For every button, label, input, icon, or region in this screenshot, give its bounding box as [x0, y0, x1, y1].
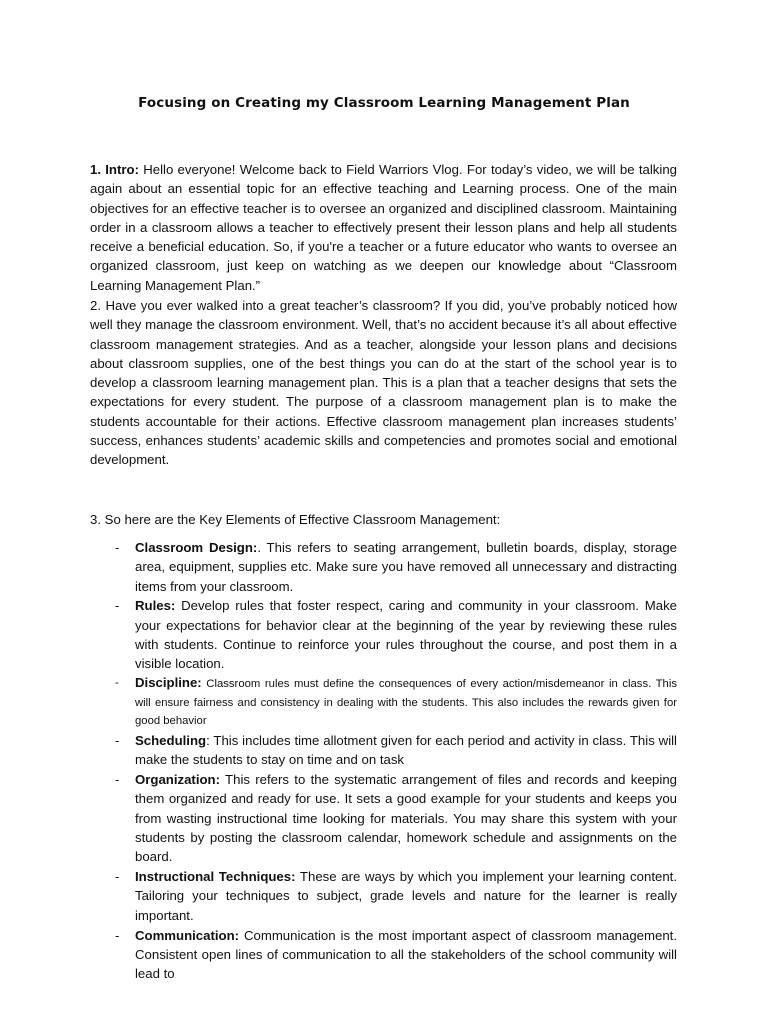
list-item-classroom-design — [90, 538, 677, 596]
list-dash: - — [115, 733, 120, 749]
list-item-term: Scheduling — [135, 733, 207, 749]
paragraph-2: 2. Have you ever walked into a great teacher’s classroom? If you did, you’ve probably noticed how well they manage the classroom environment. Well, that’s no accident because it’s all about effective classroom management strategies. And as a teacher, alongside your lesson plans and decisions about classroom supplies, one of the best things you can do at the start of the school year is to develop a classroom learning management plan. This is a plan that a teacher designs that sets the expectations for every student. The purpose of a classroom management plan is to make the students accountable for their actions. Effective classroom management plan increases students’ success, enhances students’ academic skills and competencies and promotes social and emotional development. — [90, 298, 677, 468]
list-item-instructional-techniques — [90, 867, 677, 925]
list-item-text: Communication is the most important aspect of classroom management. Consistent open lines of communication to all the stakeholders of the school community will lead to — [135, 927, 677, 982]
list-item-text: These are ways by which you implement your learning content. Tailoring your techniques to subject, grade levels and nature for the learner is really important. — [135, 869, 677, 923]
list-item-scheduling — [90, 731, 677, 770]
list-item-term: Discipline: — [135, 675, 202, 691]
list-item-organization — [90, 770, 677, 866]
list-dash: - — [115, 677, 119, 690]
list-item-term: Instructional Techniques: — [135, 869, 296, 885]
list-item-term: Rules: — [135, 598, 176, 614]
list-item-term: Classroom Design: — [135, 540, 258, 555]
list-item-text: . This refers to seating arrangement, bulletin boards, display, storage area, equipment, supplies etc. Make sure you have removed all unnecessary and distracting items from your classroom. — [135, 540, 678, 594]
intro-label: 1. Intro: — [90, 162, 139, 177]
list-dash: - — [115, 540, 120, 555]
list-item-term: Communication: — [135, 927, 240, 943]
document-title: Focusing on Creating my Classroom Learning Management Plan — [138, 95, 630, 111]
list-dash: - — [115, 927, 120, 943]
list-dash: - — [115, 772, 120, 788]
list-item-text: Develop rules that foster respect, caring and community in your classroom. Make your expectations for behavior clear at the beginning of the year by reviewing these rules with students. Continue to reinforce your rules throughout the course, and post them in a visible location. — [135, 598, 677, 672]
list-dash: - — [115, 869, 120, 885]
list-item-text: Classroom rules must define the consequences of every action/misdemeanor in class. This will ensure fairness and consistency in dealing with the students. This also includes the rewards given for good behavior — [135, 678, 677, 728]
list-item-communication — [90, 926, 677, 984]
paragraph-3: 3. So here are the Key Elements of Effective Classroom Management: — [90, 512, 501, 527]
list-item-discipline — [90, 674, 677, 731]
key-elements-list — [90, 538, 677, 984]
list-item-text: : This includes time allotment given for each period and activity in class. This will make the students to stay on time and on task — [135, 733, 677, 768]
list-item-text: This refers to the systematic arrangement of files and records and keeping them organized and ready for use. It sets a good example for your students and keeps you from wasting instructional time looking for materials. You may share this system with your students by posting the classroom calendar, homework schedule and assignments on the board. — [135, 772, 677, 865]
intro-paragraph — [90, 160, 677, 295]
intro-text: Hello everyone! Welcome back to Field Warriors Vlog. For today’s video, we will be talking again about an essential topic for an effective teaching and Learning process. One of the main objectives for an effective teacher is to oversee an organized and disciplined classroom. Maintaining order in a classroom allows a teacher to effectively present their lesson plans and help all students receive a beneficial education. So, if you're a teacher or a future educator who wants to oversee an organized classroom, just keep on watching as we deepen our knowledge about “Classroom Learning Management Plan.” — [90, 162, 677, 293]
list-item-rules — [90, 596, 677, 673]
list-item-term: Organization: — [135, 772, 220, 788]
list-dash: - — [115, 598, 120, 614]
